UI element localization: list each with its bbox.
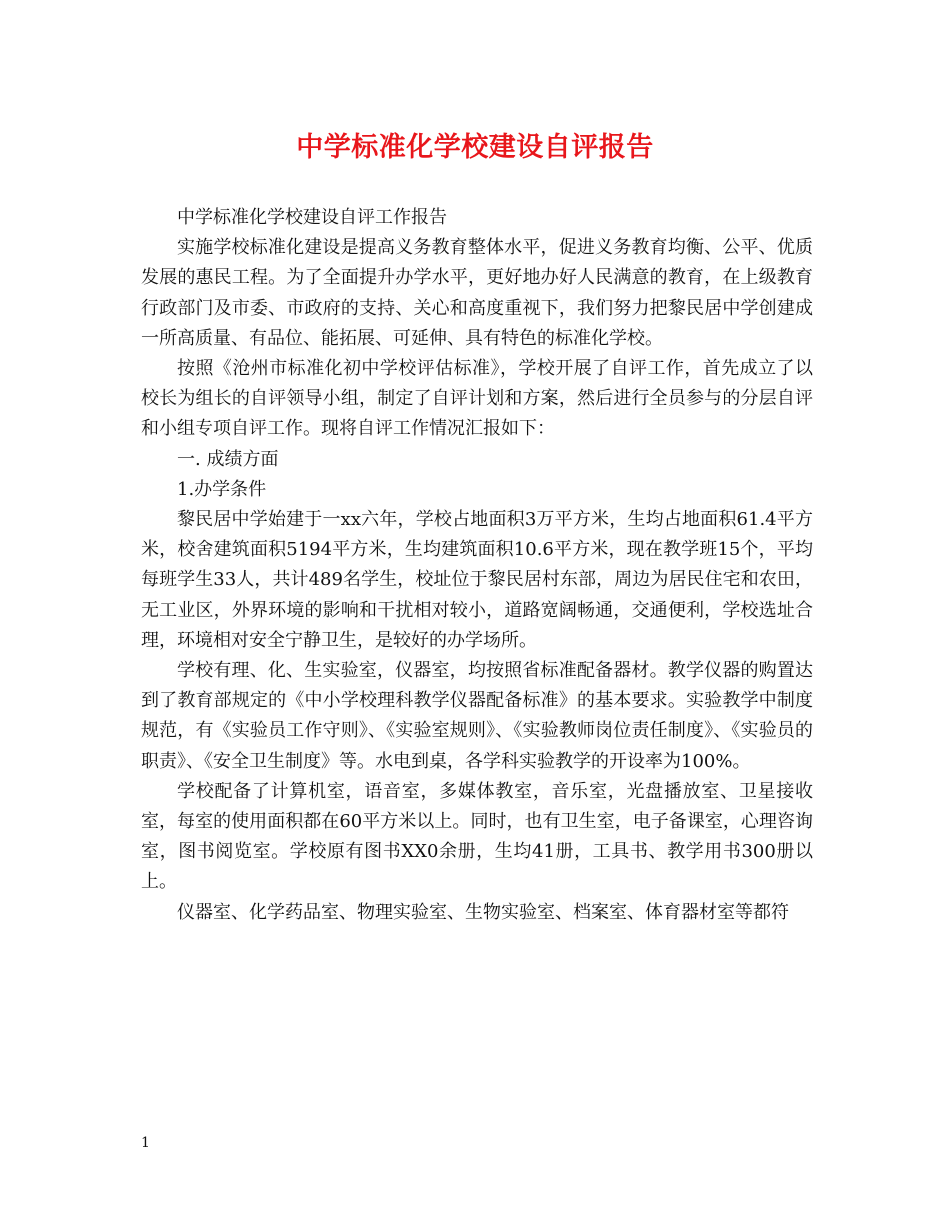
body-paragraph: 黎民居中学始建于一xx六年，学校占地面积3万平方米，生均占地面积61.4平方米，校舍建筑面积5194平方米，生均建筑面积10.6平方米，现在教学班15个，平均每班学生33人，共计489名学生，校址位于黎民居村东部，周边为居民住宅和农田，无工业区，外界环境的影响和干扰相对较小，道路宽阔畅通，交通便利，学校选址合理，环境相对安全宁静卫生，是较好的办学场所。 [141,509,813,651]
body-paragraph: 学校有理、化、生实验室，仪器室，均按照省标准配备器材。教学仪器的购置达到了教育部规定的《中小学校理科教学仪器配备标准》的基本要求。实验教学中制度规范，有《实验员工作守则》、《实验室规则》、《实验教师岗位责任制度》、《实验员的职责》、《安全卫生制度》等。水电到桌，各学科实验教学的开设率为100%。 [141,660,813,772]
document-body [141,203,813,928]
page-number: 1 [141,1135,150,1151]
subtitle-paragraph: 中学标准化学校建设自评工作报告 [177,207,447,228]
section-heading: 一. 成绩方面 [177,448,279,470]
body-paragraph: 学校配备了计算机室，语音室，多媒体教室，音乐室，光盘播放室、卫星接收室，每室的使用面积都在60平方米以上。同时，也有卫生室，电子备课室，心理咨询室，图书阅览室。学校原有图书XX0余册，生均41册，工具书、教学用书300册以上。 [141,780,813,893]
document-title: 中学标准化学校建设自评报告 [296,132,654,163]
subsection-heading: 1.办学条件 [177,478,267,500]
body-paragraph: 实施学校标准化建设是提高义务教育整体水平，促进义务教育均衡、公平、优质发展的惠民工程。为了全面提升办学水平，更好地办好人民满意的教育，在上级教育行政部门及市委、市政府的支持、关心和高度重视下，我们努力把黎民居中学创建成一所高质量、有品位、能拓展、可延伸、具有特色的标准化学校。 [141,237,813,349]
body-paragraph: 仪器室、化学药品室、物理实验室、生物实验室、档案室、体育器材室等都符 [177,901,789,923]
body-paragraph: 按照《沧州市标准化初中学校评估标准》，学校开展了自评工作，首先成立了以校长为组长的自评领导小组，制定了自评计划和方案，然后进行全员参与的分层自评和小组专项自评工作。现将自评工作情况汇报如下： [141,358,813,440]
